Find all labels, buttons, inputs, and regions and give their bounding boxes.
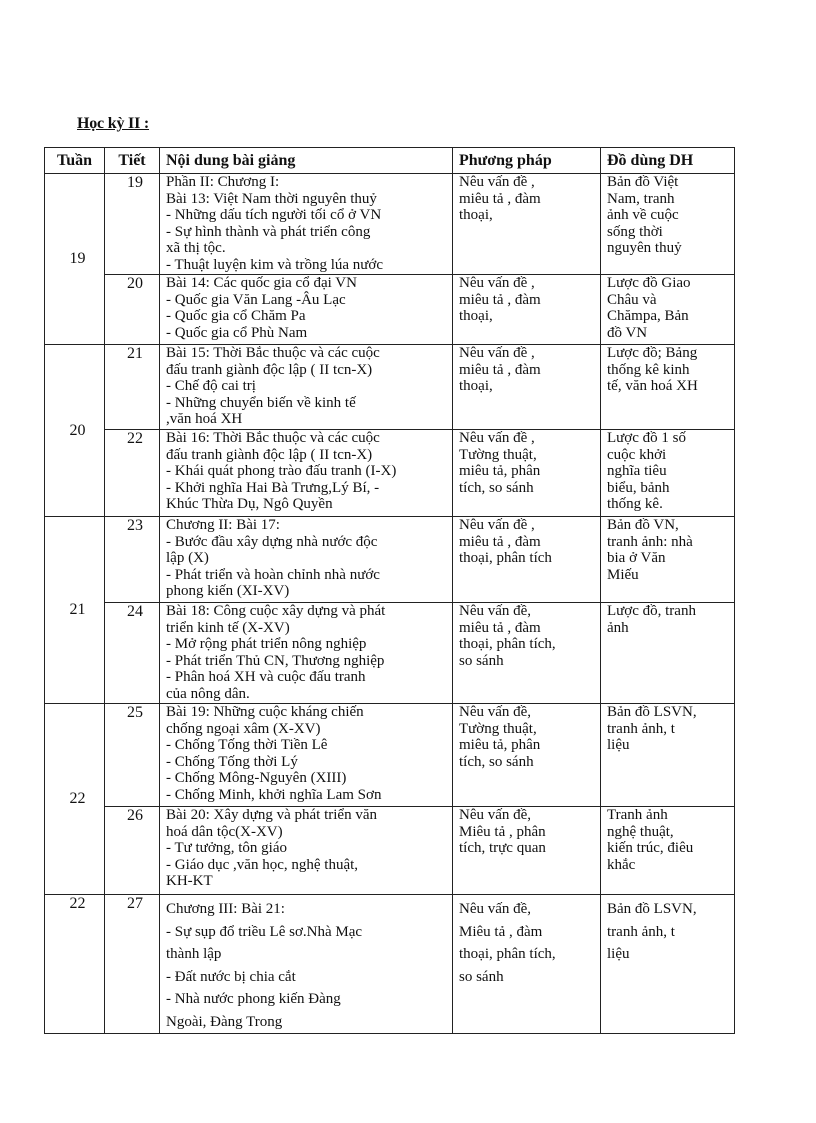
- header-method: Phương pháp: [453, 148, 601, 174]
- table-row: [45, 174, 735, 275]
- method-line: tích, so sánh: [459, 753, 534, 770]
- method-cell: [453, 895, 601, 1034]
- content-line: - Quốc gia cổ Chăm Pa: [166, 308, 306, 325]
- tools-line: Lược đồ 1 số: [607, 430, 686, 446]
- tools-line: Chămpa, Bản: [607, 308, 689, 325]
- tools-line: Miếu: [607, 566, 639, 583]
- content-line: - Thuật luyện kim và trồng lúa nước: [166, 256, 383, 273]
- method-cell: [453, 430, 601, 517]
- header-week: Tuần: [45, 148, 105, 174]
- content-line: - Chống Minh, khởi nghĩa Lam Sơn: [166, 786, 382, 803]
- method-line: thoại, phân tích,: [459, 636, 556, 653]
- content-line: Khúc Thừa Dụ, Ngô Quyền: [166, 496, 333, 513]
- tools-line: nghĩa tiêu: [607, 463, 667, 480]
- period-cell: 21: [105, 345, 160, 430]
- content-line: Chương II: Bài 17:: [166, 517, 280, 533]
- tools-line: liệu: [607, 946, 630, 962]
- header-tools: Đồ dùng DH: [601, 148, 735, 174]
- content-line: Phần II: Chương I:: [166, 174, 280, 190]
- week-cell: 22: [45, 895, 105, 1034]
- content-line: - Những dấu tích người tối cổ ở VN: [166, 207, 382, 224]
- table-row: [45, 895, 735, 1034]
- tools-line: tranh ảnh, t: [607, 923, 675, 940]
- table-row: [45, 603, 735, 704]
- week-cell: 22: [45, 704, 105, 895]
- method-line: miêu tả , đàm: [459, 190, 541, 207]
- method-line: thoại, phân tích: [459, 550, 552, 567]
- tools-line: sống thời: [607, 223, 663, 240]
- content-line: - Khái quát phong trào đấu tranh (I-X): [166, 463, 397, 480]
- week-cell: 19: [45, 174, 105, 345]
- content-cell: [160, 807, 453, 895]
- content-line: - Quốc gia cổ Phù Nam: [166, 324, 308, 341]
- lesson-plan-table: [44, 147, 735, 1034]
- content-line: ,văn hoá XH: [166, 411, 243, 428]
- period-cell: 25: [105, 704, 160, 807]
- tools-line: Bản đồ Việt: [607, 174, 679, 190]
- method-line: Tường thuật,: [459, 446, 537, 463]
- content-line: - Tư tưởng, tôn giáo: [166, 840, 287, 857]
- header-period: Tiết: [105, 148, 160, 174]
- method-cell: [453, 704, 601, 807]
- content-line: Bài 16: Thời Bắc thuộc và các cuộc: [166, 430, 380, 446]
- method-line: Miêu tả , đàm: [459, 923, 543, 940]
- method-line: thoại,: [459, 308, 493, 325]
- content-line: phong kiến (XI-XV): [166, 583, 290, 600]
- tools-line: Lược đồ, tranh: [607, 603, 696, 619]
- content-line: thành lập: [166, 946, 222, 962]
- content-line: - Sự sụp đổ triều Lê sơ.Nhà Mạc: [166, 923, 363, 940]
- method-line: Nêu vấn đề ,: [459, 174, 535, 190]
- content-line: Bài 14: Các quốc gia cổ đại VN: [166, 275, 357, 291]
- content-line: Bài 20: Xây dựng và phát triển văn: [166, 807, 377, 823]
- table-header-row: [45, 148, 735, 174]
- content-line: Bài 19: Những cuộc kháng chiến: [166, 704, 364, 720]
- tools-cell: [601, 895, 735, 1034]
- method-line: Nêu vấn đề ,: [459, 517, 535, 533]
- content-line: của nông dân.: [166, 685, 250, 702]
- content-line: chống ngoại xâm (X-XV): [166, 720, 321, 737]
- method-line: thoại,: [459, 207, 493, 224]
- content-line: - Nhà nước phong kiến Đàng: [166, 991, 341, 1007]
- table-row: [45, 275, 735, 345]
- content-line: - Đất nước bị chia cắt: [166, 968, 296, 985]
- table-row: [45, 704, 735, 807]
- method-line: miêu tả , đàm: [459, 361, 541, 378]
- tools-line: thống kê.: [607, 496, 663, 513]
- content-line: - Những chuyển biến về kinh tế: [166, 394, 356, 411]
- content-line: - Giáo dục ,văn học, nghệ thuật,: [166, 856, 359, 873]
- tools-cell: [601, 174, 735, 275]
- tools-line: nghệ thuật,: [607, 823, 674, 840]
- content-line: Ngoài, Đàng Trong: [166, 1013, 283, 1030]
- table-row: [45, 345, 735, 430]
- tools-line: ảnh về cuộc: [607, 207, 679, 224]
- tools-line: nguyên thuỷ: [607, 240, 682, 257]
- content-line: đấu tranh giành độc lập ( II tcn-X): [166, 361, 373, 378]
- period-cell: 26: [105, 807, 160, 895]
- content-cell: [160, 345, 453, 430]
- period-cell: 24: [105, 603, 160, 704]
- period-cell: 27: [105, 895, 160, 1034]
- tools-line: Châu và: [607, 291, 657, 308]
- tools-line: tranh ảnh: nhà: [607, 533, 693, 550]
- method-line: thoại, phân tích,: [459, 946, 556, 962]
- method-line: so sánh: [459, 652, 504, 669]
- content-line: triển kinh tế (X-XV): [166, 619, 290, 636]
- method-line: tích, trực quan: [459, 840, 546, 857]
- method-cell: [453, 603, 601, 704]
- tools-line: biểu, bảnh: [607, 479, 670, 496]
- content-line: Bài 15: Thời Bắc thuộc và các cuộc: [166, 345, 380, 361]
- content-line: xã thị tộc.: [166, 240, 226, 257]
- content-line: đấu tranh giành độc lập ( II tcn-X): [166, 446, 373, 463]
- method-line: so sánh: [459, 968, 504, 985]
- content-cell: [160, 517, 453, 603]
- content-cell: [160, 704, 453, 807]
- content-line: Bài 13: Việt Nam thời nguyên thuỷ: [166, 190, 377, 207]
- tools-line: Tranh ảnh: [607, 807, 668, 823]
- tools-cell: [601, 704, 735, 807]
- content-line: - Quốc gia Văn Lang -Âu Lạc: [166, 291, 346, 308]
- tools-line: Lược đồ Giao: [607, 275, 691, 291]
- tools-line: Bản đồ LSVN,: [607, 901, 697, 917]
- content-cell: [160, 603, 453, 704]
- method-cell: [453, 345, 601, 430]
- header-content: Nội dung bài giảng: [160, 148, 453, 174]
- tools-line: Nam, tranh: [607, 190, 675, 207]
- week-cell: 20: [45, 345, 105, 517]
- tools-cell: [601, 517, 735, 603]
- method-line: miêu tả , đàm: [459, 291, 541, 308]
- tools-line: tranh ảnh, t: [607, 720, 675, 737]
- tools-cell: [601, 603, 735, 704]
- method-line: thoại,: [459, 378, 493, 395]
- tools-cell: [601, 430, 735, 517]
- method-line: Nêu vấn đề ,: [459, 275, 535, 291]
- tools-line: cuộc khởi: [607, 446, 667, 463]
- method-cell: [453, 174, 601, 275]
- method-cell: [453, 275, 601, 345]
- method-line: miêu tả , đàm: [459, 533, 541, 550]
- method-line: Nêu vấn đề ,: [459, 430, 535, 446]
- content-line: lập (X): [166, 550, 209, 567]
- method-line: Nêu vấn đề,: [459, 901, 532, 917]
- method-line: tích, so sánh: [459, 479, 534, 496]
- method-line: Miêu tả , phân: [459, 823, 546, 840]
- method-line: Nêu vấn đề,: [459, 603, 532, 619]
- method-line: Nêu vấn đề,: [459, 807, 532, 823]
- content-line: Chương III: Bài 21:: [166, 901, 285, 917]
- tools-line: Bản đồ LSVN,: [607, 704, 697, 720]
- tools-line: tế, văn hoá XH: [607, 378, 698, 395]
- tools-line: bia ở Văn: [607, 550, 666, 567]
- tools-line: Lược đồ; Bảng: [607, 345, 698, 361]
- table-row: [45, 517, 735, 603]
- content-line: - Mở rộng phát triển nông nghiệp: [166, 636, 367, 653]
- method-line: miêu tả, phân: [459, 737, 541, 754]
- week-cell: 21: [45, 517, 105, 704]
- content-line: Bài 18: Công cuộc xây dựng và phát: [166, 603, 386, 619]
- content-line: - Chống Tống thời Lý: [166, 753, 298, 770]
- period-cell: 19: [105, 174, 160, 275]
- tools-line: đồ VN: [607, 324, 648, 341]
- table-body: [45, 174, 735, 1034]
- tools-cell: [601, 807, 735, 895]
- content-cell: [160, 430, 453, 517]
- tools-line: thống kê kinh: [607, 361, 690, 378]
- content-line: - Phân hoá XH và cuộc đấu tranh: [166, 669, 366, 686]
- tools-line: khắc: [607, 856, 636, 873]
- tools-line: Bản đồ VN,: [607, 517, 679, 533]
- period-cell: 22: [105, 430, 160, 517]
- tools-cell: [601, 275, 735, 345]
- tools-line: ảnh: [607, 619, 629, 636]
- content-cell: [160, 174, 453, 275]
- content-line: - Chống Tống thời Tiền Lê: [166, 737, 328, 754]
- method-line: Tường thuật,: [459, 720, 537, 737]
- tools-line: liệu: [607, 737, 630, 754]
- semester-heading: Học kỳ II :: [77, 115, 150, 132]
- content-cell: [160, 275, 453, 345]
- table-row: [45, 430, 735, 517]
- content-line: - Sự hình thành và phát triển công: [166, 223, 371, 240]
- method-cell: [453, 517, 601, 603]
- content-line: - Phát triển Thủ CN, Thương nghiệp: [166, 652, 385, 669]
- tools-line: kiến trúc, điêu: [607, 840, 694, 857]
- period-cell: 23: [105, 517, 160, 603]
- content-cell: [160, 895, 453, 1034]
- method-cell: [453, 807, 601, 895]
- method-line: miêu tả , đàm: [459, 619, 541, 636]
- method-line: Nêu vấn đề,: [459, 704, 532, 720]
- method-line: Nêu vấn đề ,: [459, 345, 535, 361]
- content-line: - Phát triển và hoàn chỉnh nhà nước: [166, 566, 380, 583]
- tools-cell: [601, 345, 735, 430]
- table-row: [45, 807, 735, 895]
- content-line: - Chống Mông-Nguyên (XIII): [166, 770, 347, 787]
- content-line: hoá dân tộc(X-XV): [166, 823, 283, 840]
- period-cell: 20: [105, 275, 160, 345]
- content-line: - Khởi nghĩa Hai Bà Trưng,Lý Bí, -: [166, 479, 380, 496]
- content-line: - Chế độ cai trị: [166, 378, 256, 395]
- content-line: KH-KT: [166, 873, 213, 890]
- content-line: - Bước đầu xây dựng nhà nước độc: [166, 533, 378, 550]
- method-line: miêu tả, phân: [459, 463, 541, 480]
